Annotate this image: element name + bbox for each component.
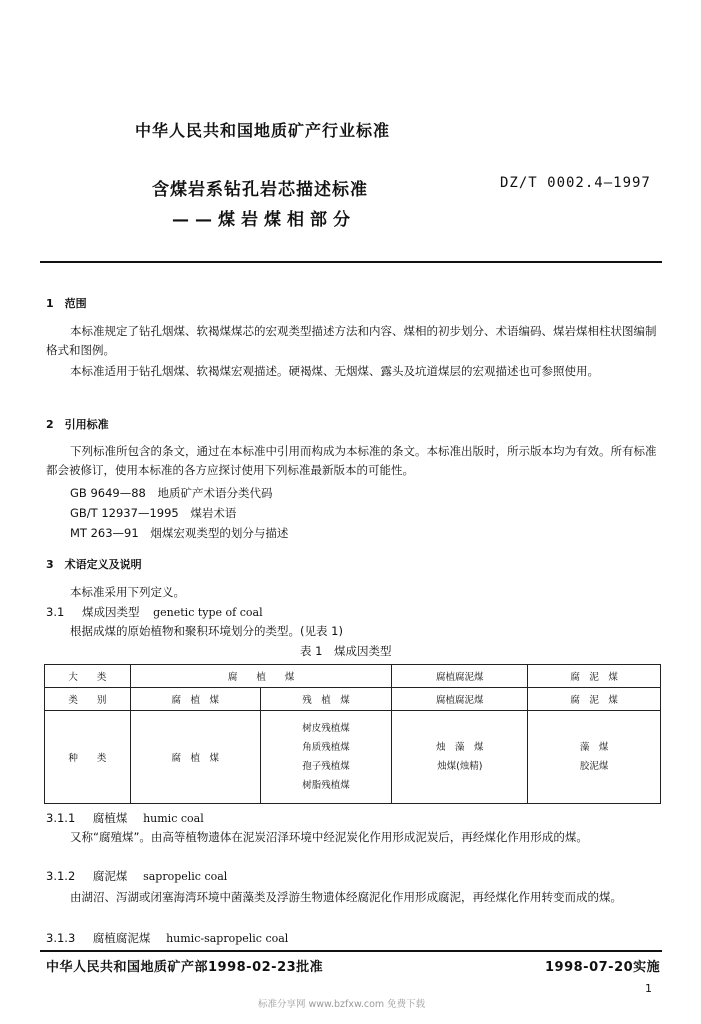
- cell-line: 角质残植煤: [302, 742, 350, 753]
- watermark: 标准分享网 www.bzfxw.com 免费下载: [258, 999, 426, 1010]
- table-cell: 腐 植 煤: [130, 688, 260, 711]
- reference-name: 烟煤宏观类型的划分与描述: [150, 526, 289, 540]
- term-3-1-3: [46, 930, 288, 946]
- reference-code: GB/T 12937—1995: [70, 506, 179, 520]
- table-cell: 腐 植 煤: [130, 711, 260, 804]
- section-1-heading: 1 范围: [46, 297, 87, 310]
- document-subtitle: ——煤岩煤相部分: [172, 210, 356, 230]
- table-cell: 腐 泥 煤: [528, 688, 661, 711]
- term-3-1-2: [46, 868, 227, 884]
- term-number: 3.1: [46, 605, 65, 619]
- cell-line: 树脂残植煤: [302, 780, 350, 791]
- term-number: 3.1.1: [46, 811, 76, 825]
- table-caption: 表 1 煤成因类型: [300, 644, 392, 658]
- table-cell: 腐植腐泥煤: [392, 665, 528, 688]
- cell-line: 树皮残植煤: [302, 723, 350, 734]
- footer-divider: [40, 950, 662, 952]
- table-cell: 种 类: [45, 711, 131, 804]
- section-1-paragraph-1: 本标准规定了钻孔烟煤、软褐煤煤芯的宏观类型描述方法和内容、煤相的初步划分、术语编码、煤岩煤相柱状图编制格式和图例。: [46, 324, 657, 357]
- reference-name: 地质矿产术语分类代码: [157, 486, 273, 500]
- reference-code: MT 263—91: [70, 526, 139, 540]
- page-number: 1: [645, 982, 652, 995]
- table-cell: 腐植腐泥煤: [392, 688, 528, 711]
- section-1-paragraph-2: 本标准适用于钻孔烟煤、软褐煤宏观描述。硬褐煤、无烟煤、露头及坑道煤层的宏观描述也可参照使用。: [70, 364, 599, 378]
- cell-line: 烛煤(烛精): [437, 761, 483, 772]
- table-row: [45, 665, 661, 688]
- reference-code: GB 9649—88: [70, 486, 146, 500]
- effective-date: 1998-07-20实施: [545, 960, 661, 975]
- table-cell: [260, 711, 392, 804]
- reference-item: [70, 505, 236, 521]
- cell-line: 孢子残植煤: [302, 761, 350, 772]
- section-3-intro: 本标准采用下列定义。: [70, 585, 185, 599]
- standard-number: DZ/T 0002.4—1997: [500, 175, 651, 191]
- section-2-heading: 2 引用标准: [46, 418, 109, 431]
- table-cell: 腐 泥 煤: [528, 665, 661, 688]
- section-3-heading: 3 术语定义及说明: [46, 558, 142, 571]
- term-3-1-description: 根据成煤的原始植物和聚积环境划分的类型。(见表 1): [70, 624, 343, 638]
- term-3-1-2-description: 由湖沼、泻湖或闭塞海湾环境中菌藻类及浮游生物遗体经腐泥化作用形成腐泥，再经煤化作用转变而成的煤。: [70, 890, 622, 904]
- table-cell: 大 类: [45, 665, 131, 688]
- term-name: 腐植煤: [92, 811, 128, 825]
- term-3-1: [46, 604, 263, 620]
- table-cell: 腐 植 煤: [130, 665, 392, 688]
- cell-line: 胶泥煤: [579, 761, 609, 772]
- term-number: 3.1.2: [46, 869, 76, 883]
- document-title: 含煤岩系钻孔岩芯描述标准: [152, 180, 368, 200]
- reference-name: 煤岩术语: [190, 506, 237, 520]
- section-2-paragraph: 下列标准所包含的条文，通过在本标准中引用而构成为本标准的条文。本标准出版时，所示版本均为有效。所有标准都会被修订，使用本标准的各方应探讨使用下列标准最新版本的可能性。: [46, 444, 657, 477]
- table-cell: [528, 711, 661, 804]
- term-3-1-1-description: 又称“腐殖煤”。由高等植物遗体在泥炭沼泽环境中经泥炭化作用形成泥炭后，再经煤化作用形成的煤。: [70, 830, 588, 844]
- term-english: humic-sapropelic coal: [166, 932, 289, 945]
- term-number: 3.1.3: [46, 931, 76, 945]
- table-cell: [392, 711, 528, 804]
- cell-line: 藻 煤: [579, 742, 609, 753]
- term-3-1-1: [46, 810, 204, 826]
- coal-genetic-type-table: [44, 664, 661, 804]
- term-name: 煤成因类型: [81, 605, 140, 619]
- issuing-authority: 中华人民共和国地质矿产行业标准: [135, 121, 391, 140]
- cell-line: 烛 藻 煤: [436, 742, 484, 753]
- term-name: 腐植腐泥煤: [92, 931, 151, 945]
- reference-item: [70, 485, 273, 501]
- table-cell: 残 植 煤: [260, 688, 392, 711]
- term-english: sapropelic coal: [143, 870, 228, 883]
- reference-item: [70, 525, 288, 541]
- approval-line: 中华人民共和国地质矿产部1998-02-23批准: [46, 960, 324, 975]
- term-english: genetic type of coal: [153, 606, 263, 619]
- term-name: 腐泥煤: [92, 869, 128, 883]
- header-divider: [40, 261, 662, 263]
- table-cell: 类 别: [45, 688, 131, 711]
- table-row: [45, 711, 661, 804]
- term-english: humic coal: [143, 812, 204, 825]
- table-row: [45, 688, 661, 711]
